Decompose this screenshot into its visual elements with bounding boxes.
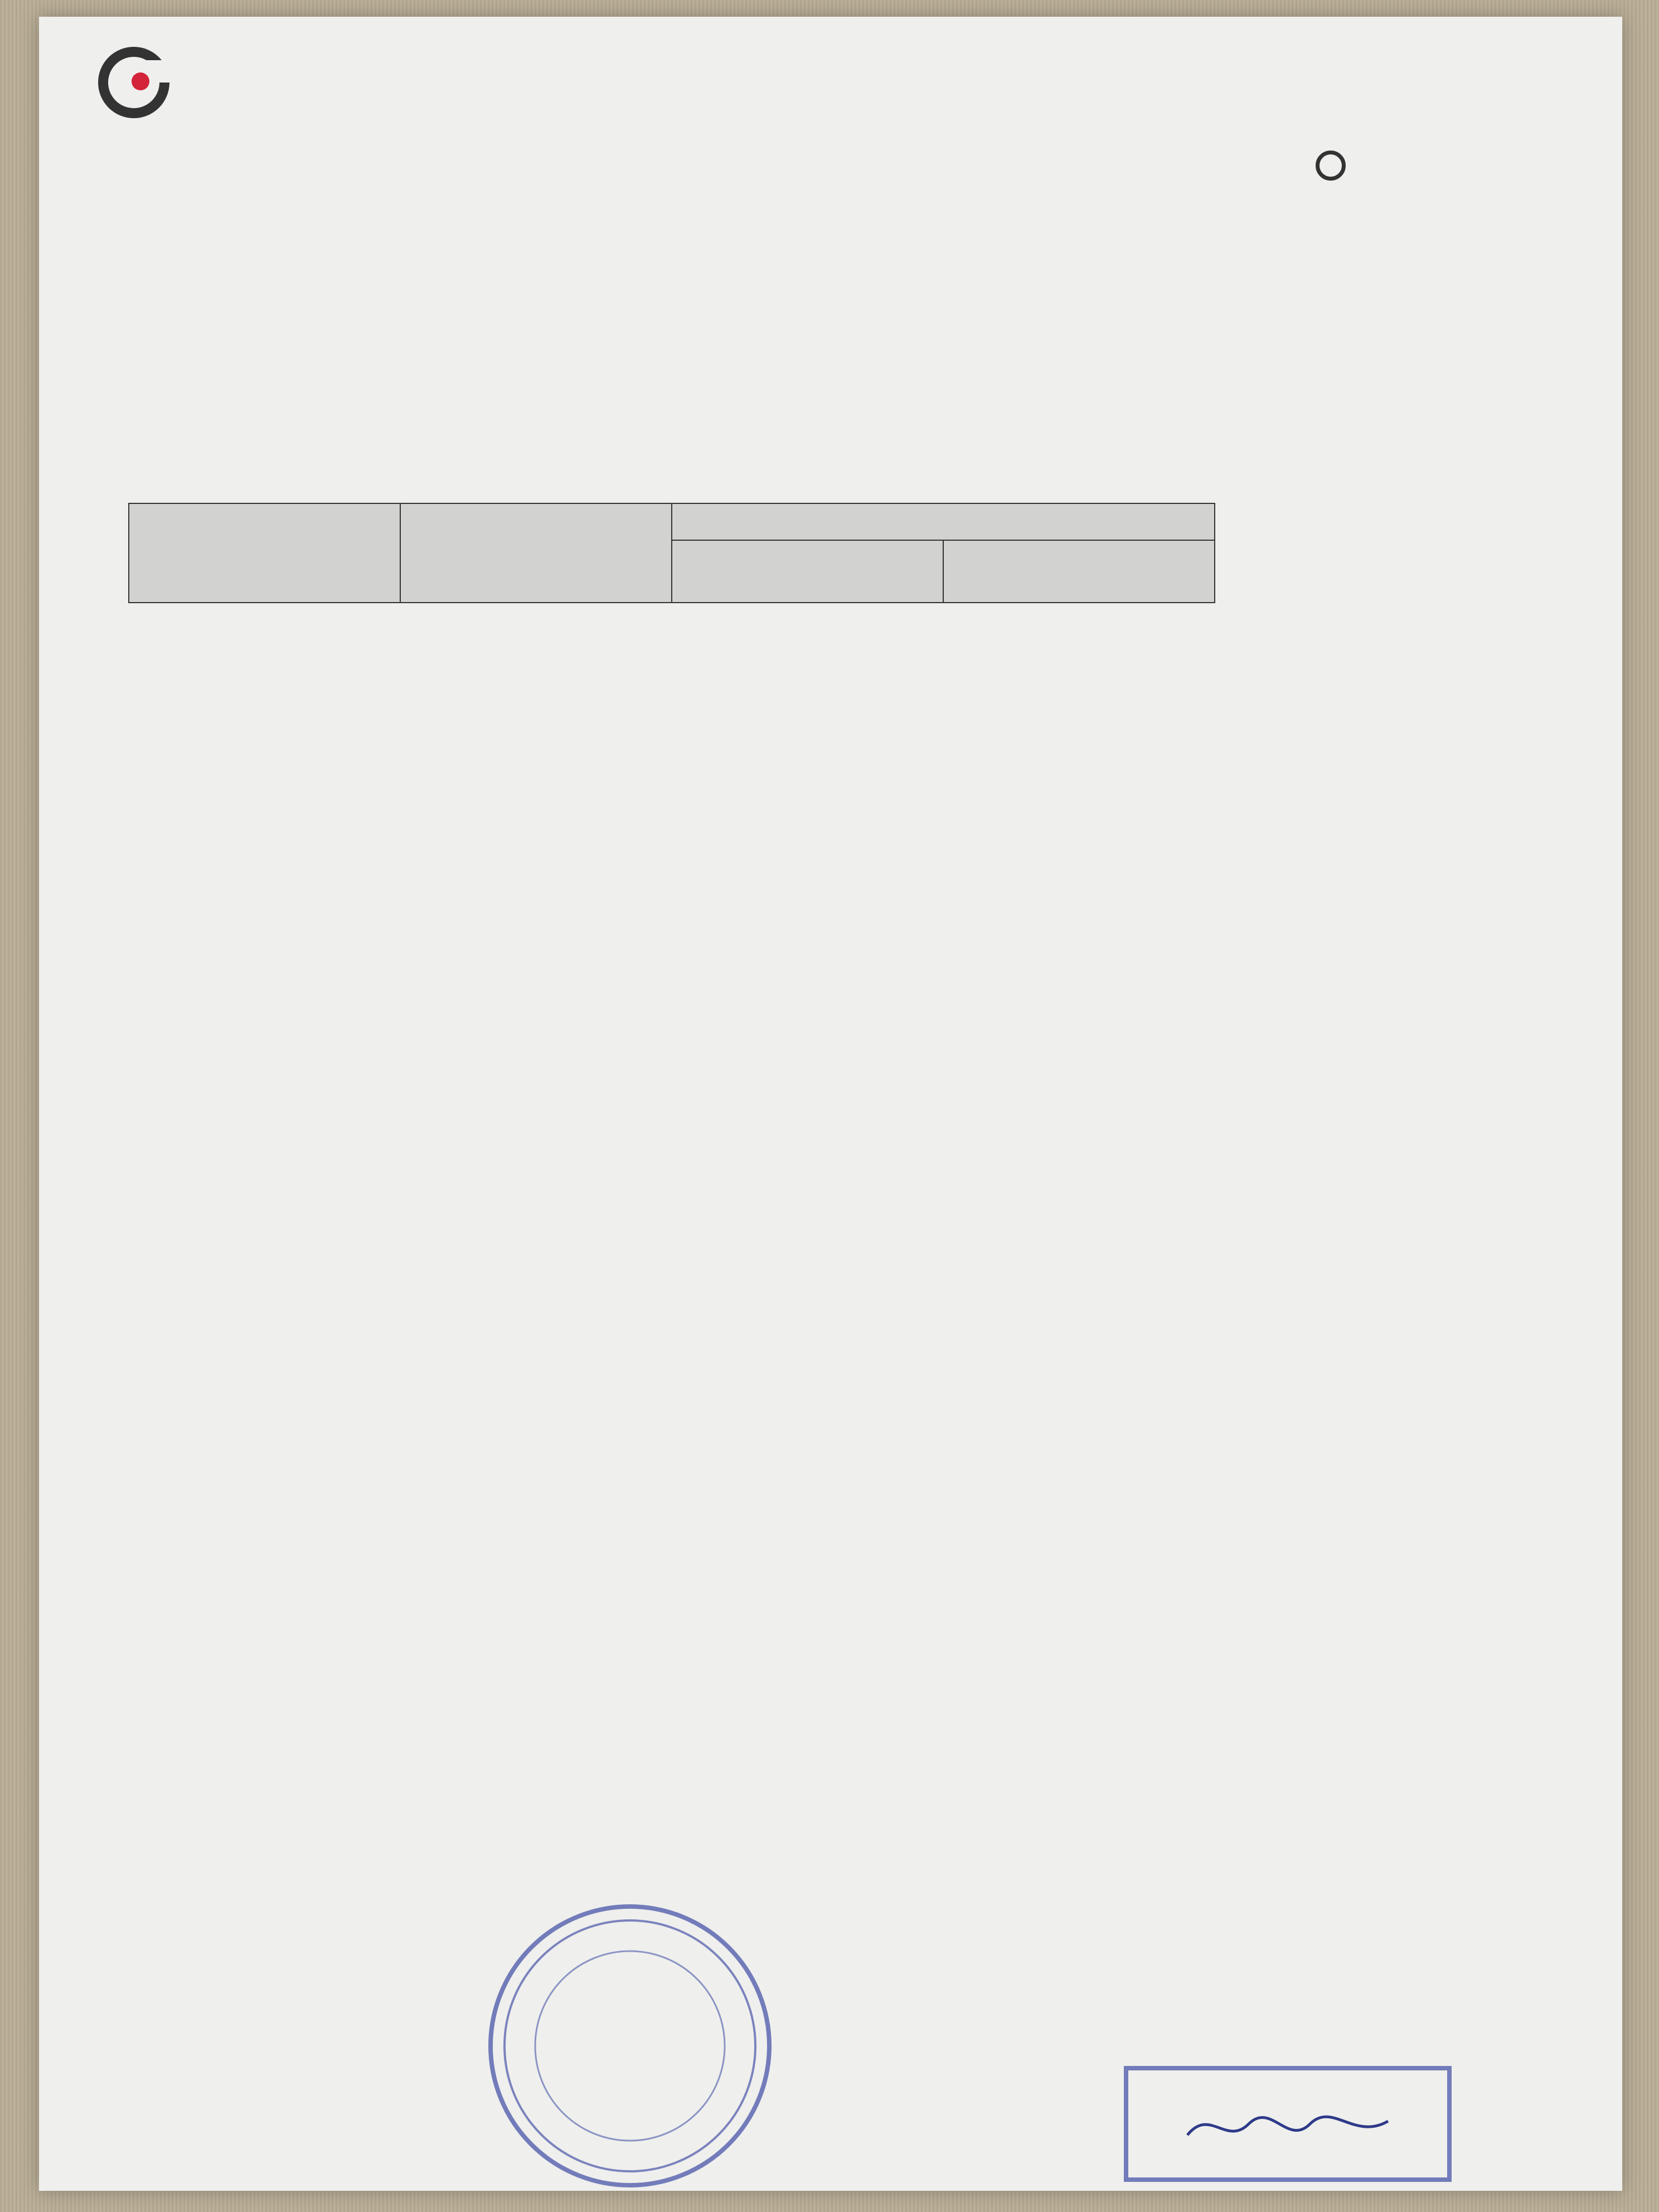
- logo-small-icon: [1316, 151, 1346, 181]
- handwritten-signature-icon: [1187, 2117, 1388, 2135]
- lab-round-stamp: [479, 1895, 780, 2196]
- col-rel-header: [943, 540, 1215, 603]
- small-logo: [1316, 151, 1348, 183]
- doctor-stamp: [1120, 2063, 1455, 2185]
- col-name-header: [400, 503, 672, 603]
- logo-mark-icon: [95, 38, 178, 122]
- col-quant-header: [672, 540, 943, 603]
- col-num-header: [129, 503, 400, 603]
- col-results-header: [672, 503, 1215, 540]
- log-scale-chart: [1226, 502, 1589, 1873]
- results-table: [128, 503, 1215, 603]
